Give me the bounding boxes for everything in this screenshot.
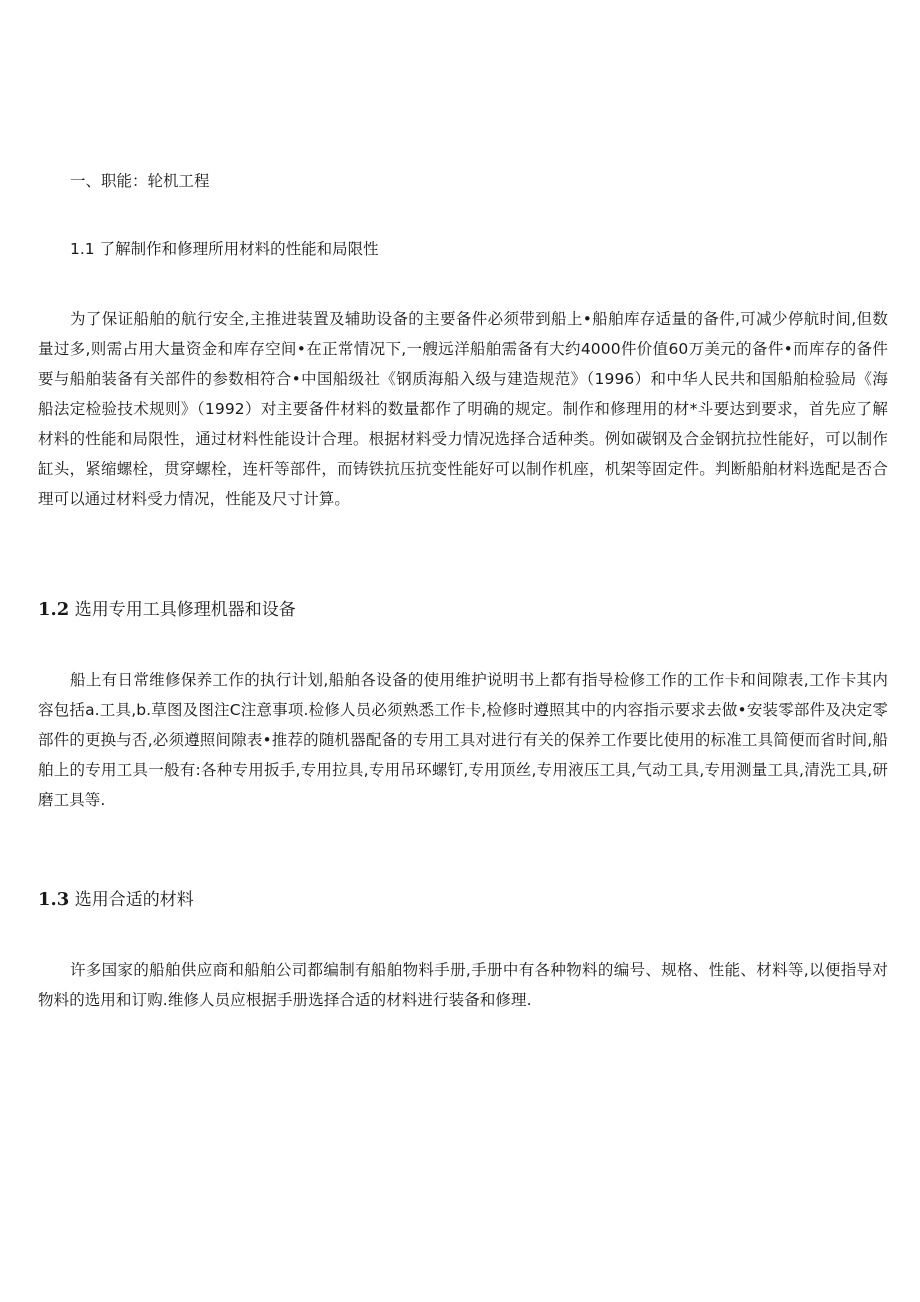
- section-number-1-2: 1.2: [38, 599, 70, 620]
- section-title-1-2: 选用专用工具修理机器和设备: [69, 600, 296, 620]
- paragraph-1-1: 为了保证船舶的航行安全,主推进装置及辅助设备的主要备件必须带到船上•船舶库存适量的备件,可减少停航时间,但数量过多,则需占用大量资金和库存空间•在正常情况下,一艘远洋船舶需备有大约4000件价值60万美元的备件•而库存的备件要与船舶装备有关部件的参数相符合•中国船级社《钢质海船入级与建造规范》（1996）和中华人民共和国船舶检验局《海船法定检验技术规则》（1992）对主要备件材料的数量都作了明确的规定。制作和修理用的材*斗要达到要求，首先应了解材料的性能和局限性，通过材料性能设计合理。根据材料受力情况选择合适种类。例如碳钢及合金钢抗拉性能好，可以制作缸头，紧缩螺栓，贯穿螺栓，连杆等部件，而铸铁抗压抗变性能好可以制作机座，机架等固定件。判断船舶材料选配是否合理可以通过材料受力情况，性能及尺寸计算。: [38, 310, 888, 508]
- section-title-1-3: 选用合适的材料: [69, 890, 194, 910]
- paragraph-1-3: 许多国家的船舶供应商和船舶公司都编制有船舶物料手册,手册中有各种物料的编号、规格、性能、材料等,以便指导对物料的选用和订购.维修人员应根据手册选择合适的材料进行装备和修理.: [38, 961, 888, 1009]
- section-heading-1-3: [38, 888, 194, 912]
- paragraph-1-2: 船上有日常维修保养工作的执行计划,船舶各设备的使用维护说明书上都有指导检修工作的工作卡和间隙表,工作卡其内容包括a.工具,b.草图及图注C注意事项.检修人员必须熟悉工作卡,检修时遵照其中的内容指示要求去做•安装零部件及决定零部件的更换与否,必须遵照间隙表•推荐的随机器配备的专用工具对进行有关的保养工作要比使用的标准工具简便而省时间,船舶上的专用工具一般有:各种专用扳手,专用拉具,专用吊环螺钉,专用顶丝,专用液压工具,气动工具,专用测量工具,清洗工具,研磨工具等.: [38, 671, 888, 809]
- section-heading-1-2: [38, 598, 296, 622]
- main-heading: 一、职能：轮机工程: [70, 172, 210, 190]
- section-number-1-3: 1.3: [38, 889, 70, 910]
- sub-heading-1-1: 1.1 了解制作和修理所用材料的性能和局限性: [70, 240, 379, 258]
